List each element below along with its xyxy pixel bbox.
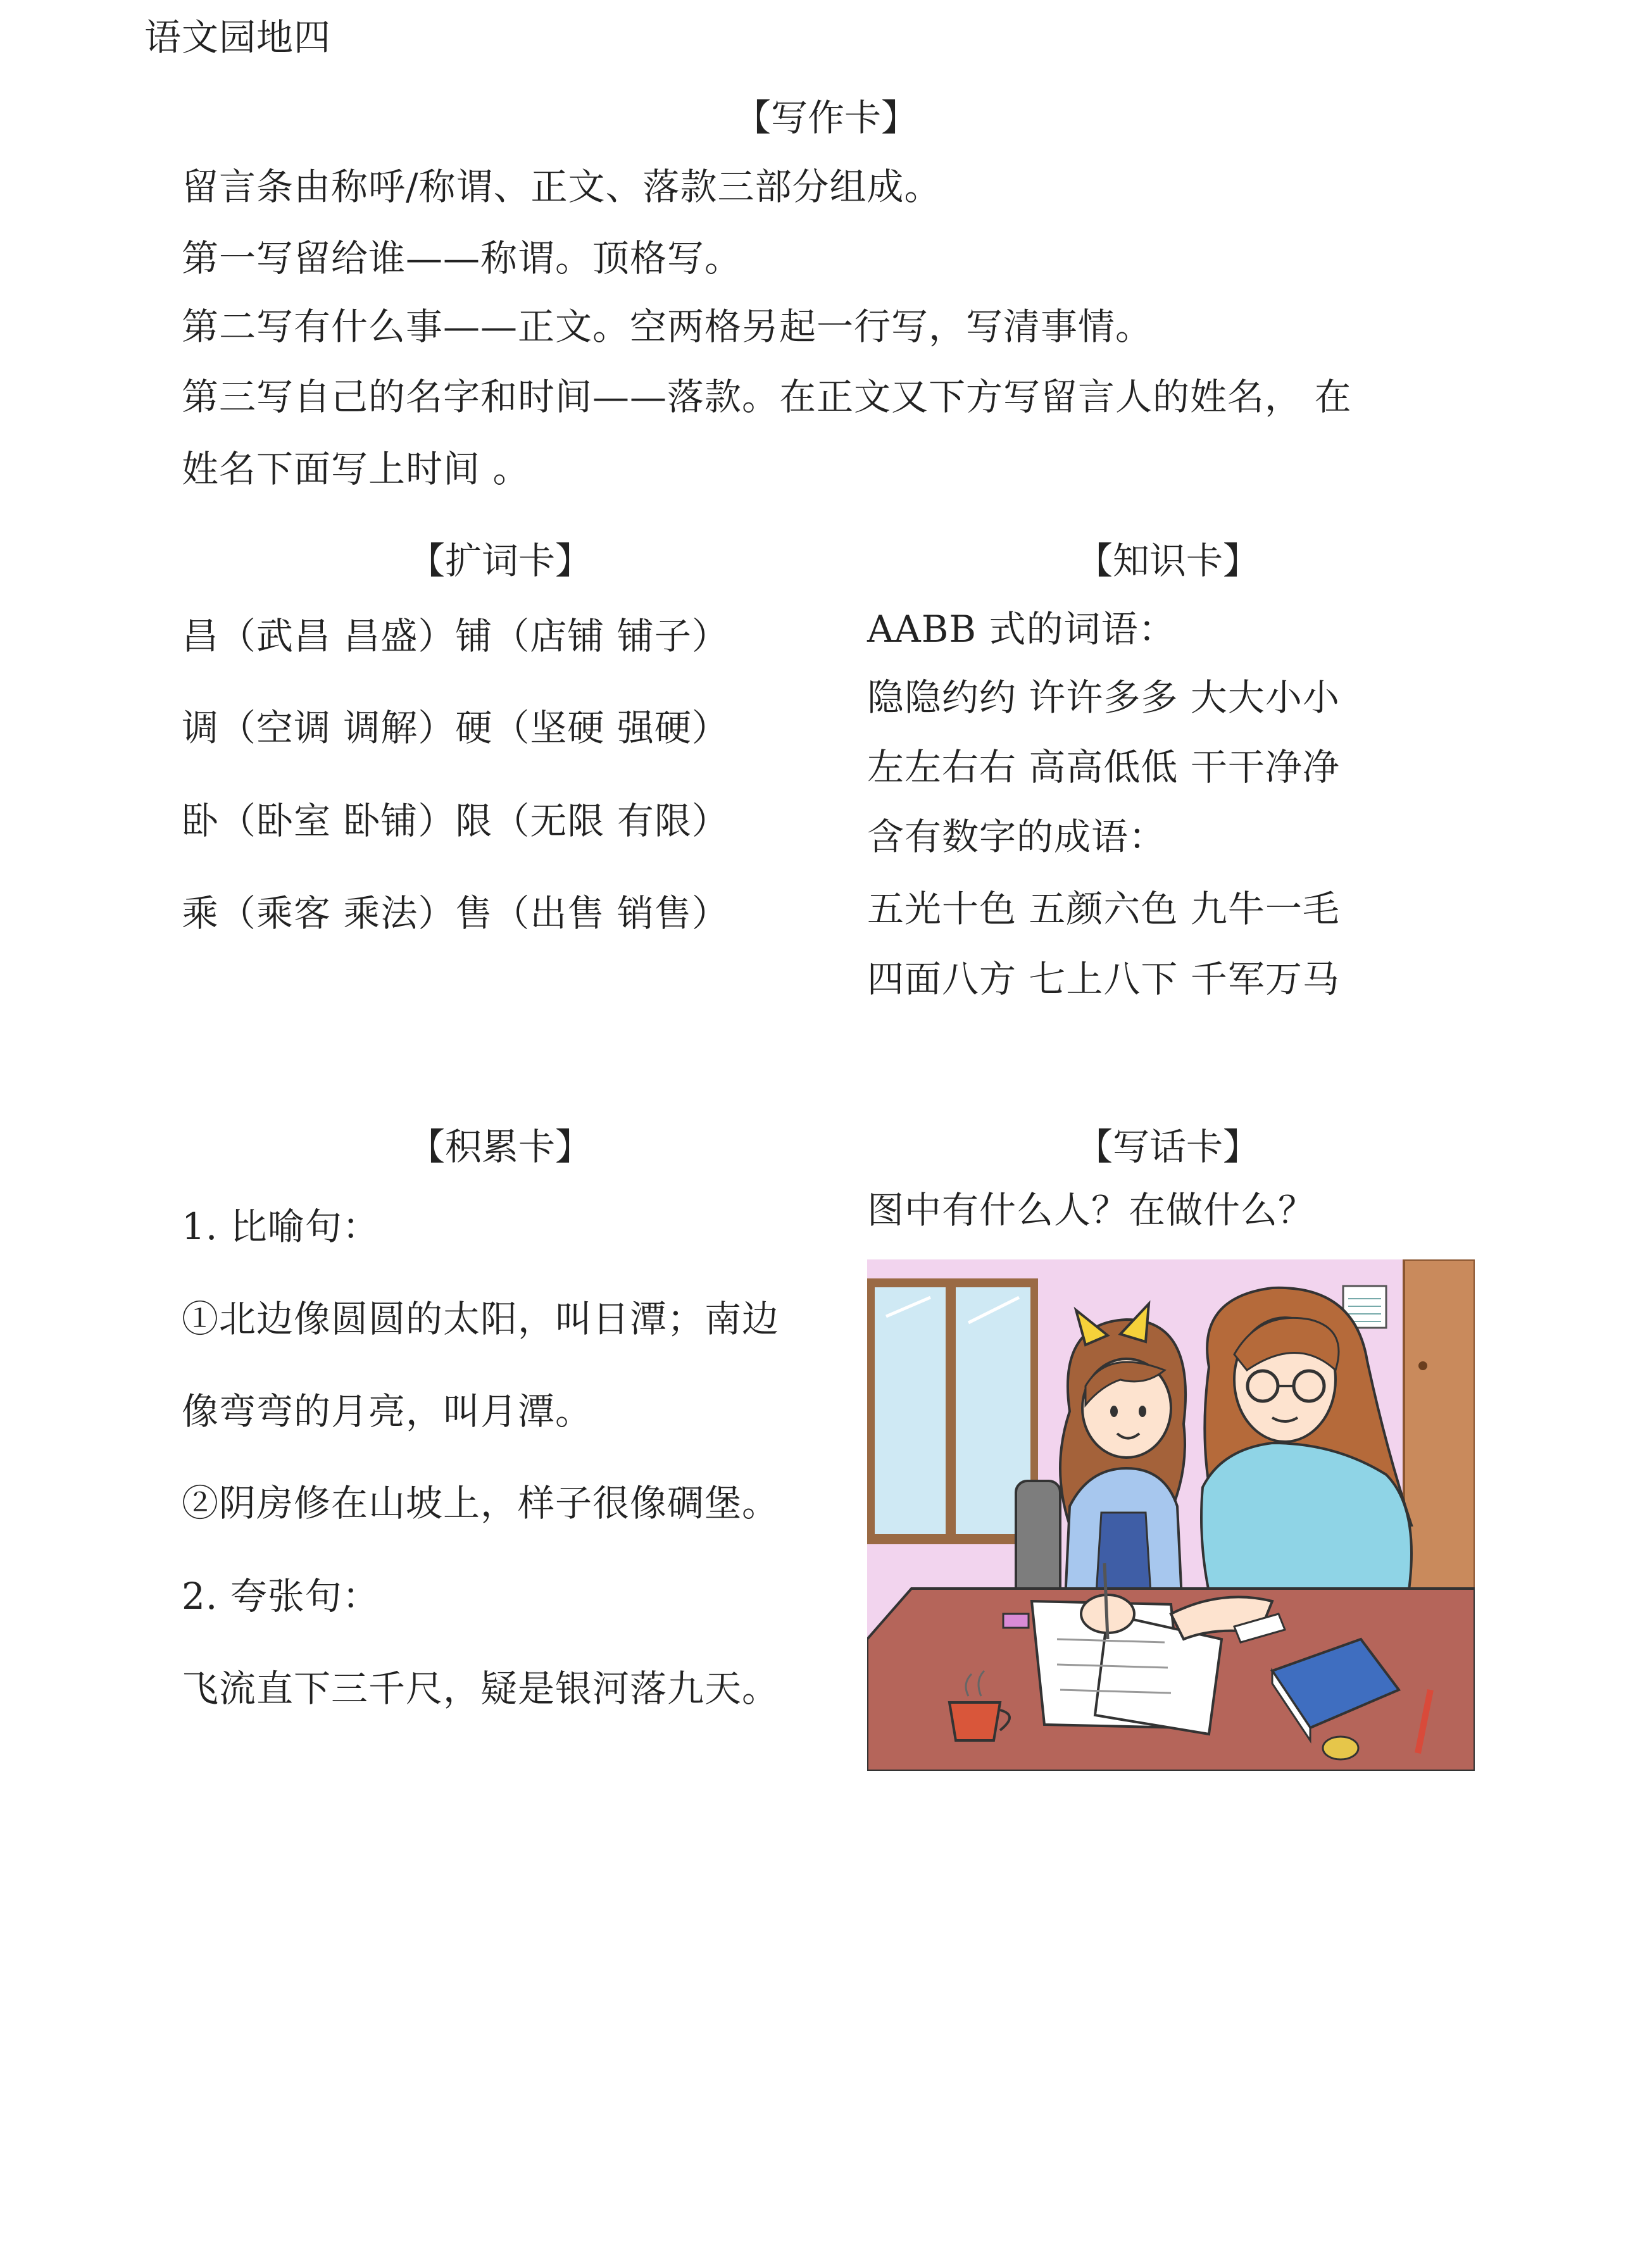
accumulate-card-line-3: 像弯弯的月亮，叫月潭。	[182, 1390, 593, 1433]
writing-card-header: 【写作卡】	[734, 96, 918, 139]
knowledge-card-line-4: 含有数字的成语：	[867, 815, 1167, 858]
accumulate-card-header: 【积累卡】	[408, 1125, 592, 1168]
page-title: 语文园地四	[144, 16, 332, 59]
door	[1404, 1259, 1475, 1589]
cup-icon	[949, 1702, 1000, 1740]
expand-card-line-2: 调（空调 调解）硬（坚硬 强硬）	[182, 706, 729, 749]
window-glass-left	[875, 1287, 946, 1534]
writing-card-line-2: 第一写留给谁——称谓。顶格写。	[182, 237, 742, 280]
writing-card-line-3: 第二写有什么事——正文。空两格另起一行写，写清事情。	[182, 305, 1153, 348]
speaking-card-question: 图中有什么人？在做什么？	[867, 1189, 1316, 1232]
accumulate-card-line-5: 2. 夸张句：	[182, 1575, 380, 1618]
eraser-icon	[1003, 1614, 1029, 1628]
knowledge-card-line-5: 五光十色 五颜六色 九牛一毛	[867, 887, 1340, 930]
tape-icon	[1323, 1737, 1358, 1759]
knowledge-card-line-2: 隐隐约约 许许多多 大大小小	[867, 676, 1340, 719]
expand-card-line-1: 昌（武昌 昌盛）铺（店铺 铺子）	[182, 615, 729, 658]
accumulate-card-line-4: ②阴房修在山坡上，样子很像碉堡。	[182, 1482, 780, 1525]
knowledge-card-line-3: 左左右右 高高低低 干干净净	[867, 746, 1340, 789]
expand-card-line-3: 卧（卧室 卧铺）限（无限 有限）	[182, 799, 729, 842]
door-knob	[1418, 1361, 1427, 1370]
knowledge-card-line-6: 四面八方 七上八下 千军万马	[867, 958, 1340, 1001]
accumulate-card-line-1: 1. 比喻句：	[182, 1205, 380, 1248]
writing-card-line-1: 留言条由称呼/称谓、正文、落款三部分组成。	[182, 165, 942, 208]
writing-card-line-5: 姓名下面写上时间 。	[182, 447, 530, 490]
expand-card-line-4: 乘（乘客 乘法）售（出售 销售）	[182, 892, 729, 935]
knowledge-card-header: 【知识卡】	[1075, 539, 1260, 582]
expand-card-header: 【扩词卡】	[408, 539, 592, 582]
accumulate-card-line-2: ①北边像圆圆的太阳，叫日潭；南边	[182, 1297, 780, 1340]
writing-card-line-4: 第三写自己的名字和时间——落款。在正文又下方写留言人的姓名， 在	[182, 375, 1352, 418]
speaking-card-header: 【写话卡】	[1075, 1125, 1260, 1168]
illustration-girl-and-teacher	[867, 1259, 1475, 1771]
knowledge-card-line-1: AABB 式的词语：	[867, 608, 1176, 651]
accumulate-card-line-6: 飞流直下三千尺，疑是银河落九天。	[182, 1667, 780, 1710]
